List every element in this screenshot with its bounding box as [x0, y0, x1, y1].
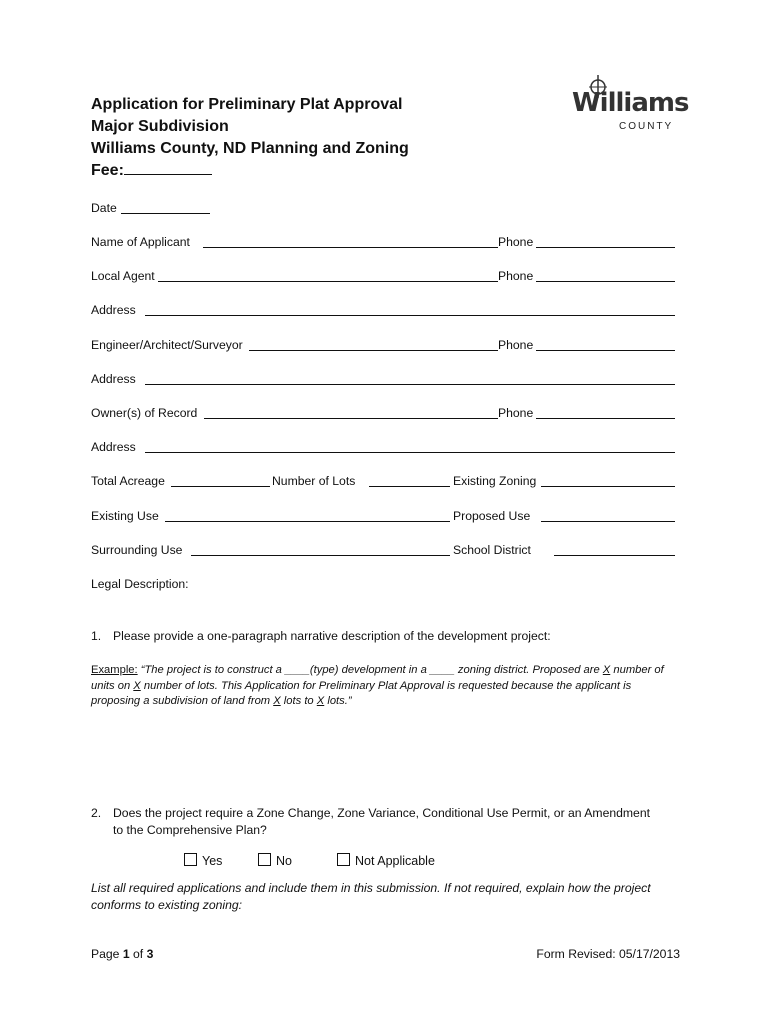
address-label: Address	[91, 440, 136, 454]
question-2-options	[0, 853, 770, 871]
question-2-line-1: Does the project require a Zone Change, Zone Variance, Conditional Use Permit, or an Amendment	[113, 806, 650, 820]
local-agent-phone-label: Phone	[498, 269, 534, 283]
example-line-1	[91, 663, 691, 679]
legal-description-label: Legal Description:	[91, 577, 189, 591]
question-2	[91, 805, 691, 837]
acreage-row	[91, 474, 681, 490]
example-x: X	[602, 664, 611, 676]
example-text-b: number of	[610, 664, 664, 676]
checkbox-icon[interactable]	[184, 853, 197, 866]
applicant-phone-input-line[interactable]	[536, 247, 675, 248]
owners-phone-input-line[interactable]	[536, 418, 675, 419]
form-title	[91, 94, 409, 182]
example-text-c: units on	[91, 679, 134, 692]
checkbox-icon[interactable]	[337, 853, 350, 866]
local-agent-input-line[interactable]	[158, 281, 498, 282]
local-agent-row	[91, 269, 681, 285]
applicant-label: Name of Applicant	[91, 235, 190, 249]
instruction-line-2: conforms to existing zoning:	[91, 898, 243, 912]
school-district-input-line[interactable]	[554, 555, 675, 556]
address-input-line[interactable]	[145, 315, 675, 316]
engineer-phone-label: Phone	[498, 338, 534, 352]
school-district-label: School District	[453, 543, 531, 557]
existing-use-label: Existing Use	[91, 509, 159, 523]
surrounding-row	[91, 543, 681, 559]
number-of-lots-input-line[interactable]	[369, 486, 450, 487]
example-x: X	[133, 679, 141, 692]
proposed-use-input-line[interactable]	[541, 521, 675, 522]
engineer-input-line[interactable]	[249, 350, 498, 351]
question-1-example	[91, 663, 691, 710]
surrounding-use-label: Surrounding Use	[91, 543, 183, 557]
fee-row	[91, 160, 409, 182]
existing-use-input-line[interactable]	[165, 521, 450, 522]
owners-label: Owner(s) of Record	[91, 406, 198, 420]
question-1-number: 1.	[91, 629, 102, 643]
existing-zoning-label: Existing Zoning	[453, 474, 537, 488]
applicant-input-line[interactable]	[203, 247, 498, 248]
title-line-3: Williams County, ND Planning and Zoning	[91, 140, 409, 157]
address-label: Address	[91, 303, 136, 317]
example-text-f: lots to	[280, 695, 317, 707]
proposed-use-label: Proposed Use	[453, 509, 531, 523]
fee-label: Fee:	[91, 162, 124, 179]
option-yes-label: Yes	[202, 854, 223, 868]
question-1	[91, 628, 691, 645]
williams-county-logo	[572, 74, 689, 134]
engineer-row	[91, 338, 681, 354]
total-acreage-label: Total Acreage	[91, 474, 165, 488]
example-text-g: lots.”	[324, 695, 352, 707]
example-line-2	[91, 679, 691, 695]
option-yes[interactable]	[184, 853, 222, 868]
checkbox-icon[interactable]	[258, 853, 271, 866]
logo-sub: COUNTY	[619, 121, 674, 132]
address-row-2	[91, 372, 681, 388]
owners-phone-label: Phone	[498, 406, 534, 420]
logo-name: Williams	[572, 88, 689, 118]
example-label: Example:	[91, 664, 138, 676]
example-x: X	[316, 695, 325, 707]
question-2-line-2: to the Comprehensive Plan?	[113, 823, 267, 837]
address-row-1	[91, 303, 681, 319]
address-label: Address	[91, 372, 136, 386]
question-2-text	[113, 805, 693, 839]
example-x: X	[273, 695, 281, 707]
engineer-label: Engineer/Architect/Surveyor	[91, 338, 243, 352]
example-line-3	[91, 694, 691, 710]
number-of-lots-label: Number of Lots	[272, 474, 356, 488]
fee-input-line[interactable]	[124, 160, 212, 175]
date-row	[91, 201, 681, 217]
option-no[interactable]	[258, 853, 292, 868]
address-input-line[interactable]	[145, 384, 675, 385]
date-input-line[interactable]	[121, 213, 210, 214]
address-input-line[interactable]	[145, 452, 675, 453]
page-total: 3	[146, 947, 154, 961]
question-2-instruction	[91, 880, 691, 914]
address-row-3	[91, 440, 681, 456]
use-row	[91, 509, 681, 525]
page-current: 1	[122, 947, 130, 961]
page-of: of	[129, 947, 147, 961]
form-revised: Form Revised: 05/17/2013	[536, 947, 680, 961]
owners-input-line[interactable]	[204, 418, 498, 419]
local-agent-label: Local Agent	[91, 269, 155, 283]
existing-zoning-input-line[interactable]	[541, 486, 675, 487]
example-text-a: “The project is to construct a ____(type) development in a ____ zoning district. Proposed are	[137, 664, 603, 676]
title-line-2: Major Subdivision	[91, 118, 229, 135]
total-acreage-input-line[interactable]	[171, 486, 270, 487]
instruction-line-1: List all required applications and include them in this submission. If not required, explain how the project	[91, 881, 651, 895]
page-prefix: Page	[91, 947, 123, 961]
example-text-d: number of lots. This Application for Preliminary Plat Approval is requested because the applicant is	[140, 679, 632, 692]
applicant-row	[91, 235, 681, 251]
question-2-number: 2.	[91, 806, 102, 820]
option-not-applicable[interactable]	[337, 853, 435, 868]
engineer-phone-input-line[interactable]	[536, 350, 675, 351]
example-text-e: proposing a subdivision of land from	[91, 695, 274, 707]
question-1-text: Please provide a one-paragraph narrative description of the development project:	[113, 629, 551, 643]
local-agent-phone-input-line[interactable]	[536, 281, 675, 282]
option-not-applicable-label: Not Applicable	[355, 854, 435, 868]
page-number	[91, 947, 153, 961]
owners-row	[91, 406, 681, 422]
applicant-phone-label: Phone	[498, 235, 534, 249]
date-label: Date	[91, 201, 117, 215]
surrounding-use-input-line[interactable]	[191, 555, 450, 556]
option-no-label: No	[276, 854, 292, 868]
title-line-1: Application for Preliminary Plat Approval	[91, 96, 403, 113]
